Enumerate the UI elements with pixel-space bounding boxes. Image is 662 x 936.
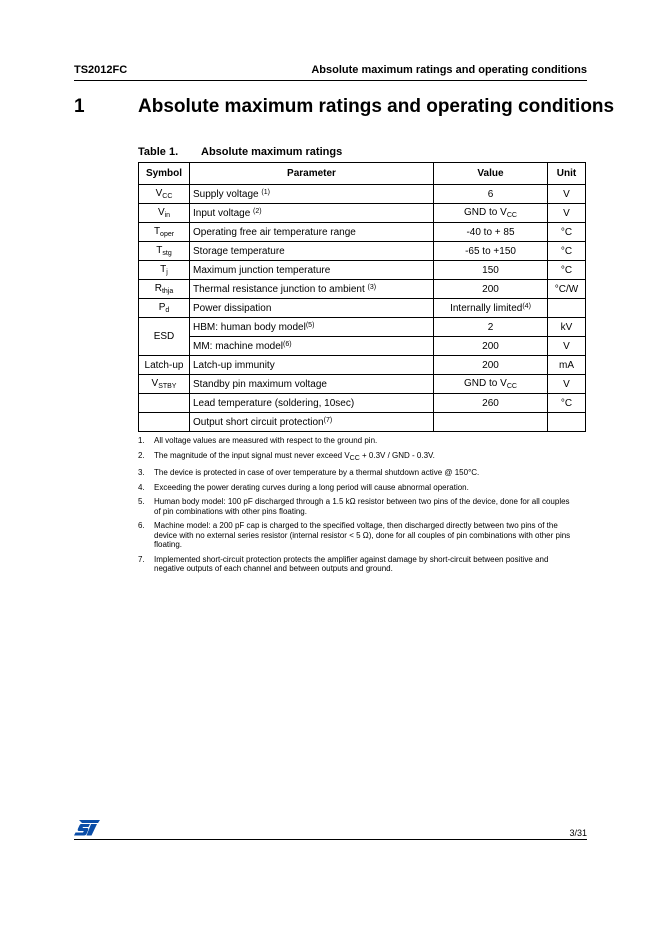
symbol-cell: $P_d$ <box>139 299 190 318</box>
symbol-cell: Latch-up <box>139 356 190 375</box>
value-cell: 200 <box>434 280 548 299</box>
header-title: Absolute maximum ratings and operating conditions <box>311 64 587 76</box>
parameter-cell: Thermal resistance junction to ambient $^{(3)}$ <box>190 280 434 299</box>
unit-cell <box>548 299 586 318</box>
header-rule <box>74 80 587 81</box>
table-caption <box>138 146 342 158</box>
table-notes <box>138 436 578 579</box>
unit-cell: V <box>548 337 586 356</box>
table-row <box>139 261 586 280</box>
note-item: 4. Exceeding the power derating curves during a long period will cause abnormal operation. <box>138 482 469 492</box>
table-row <box>139 337 586 356</box>
table-header-row <box>139 163 586 185</box>
footer-rule <box>74 839 587 840</box>
parameter-cell: MM: machine model$^{(6)}$ <box>190 337 434 356</box>
unit-cell: V <box>548 204 586 223</box>
table-caption-title: Absolute maximum ratings <box>201 146 343 158</box>
parameter-cell: HBM: human body model$^{(5)}$ <box>190 318 434 337</box>
symbol-cell: $T_{oper}$ <box>139 223 190 242</box>
symbol-cell <box>139 394 190 413</box>
symbol-cell: $V_{in}$ <box>139 204 190 223</box>
parameter-cell: Input voltage $^{(2)}$ <box>190 204 434 223</box>
parameter-cell: Latch-up immunity <box>190 356 434 375</box>
value-cell: GND to $V_{CC}$ <box>434 204 548 223</box>
symbol-cell: $T_{stg}$ <box>139 242 190 261</box>
parameter-cell: Storage temperature <box>190 242 434 261</box>
col-value: Value <box>434 163 548 185</box>
symbol-cell: $R_{thja}$ <box>139 280 190 299</box>
table-row <box>139 280 586 299</box>
table-row <box>139 242 586 261</box>
parameter-cell: Supply voltage $^{(1)}$ <box>190 185 434 204</box>
doc-id: TS2012FC <box>74 64 128 76</box>
value-cell: -40 to + 85 <box>434 223 548 242</box>
table-row <box>139 299 586 318</box>
table-row <box>139 356 586 375</box>
table-row <box>139 375 586 394</box>
value-cell: 2 <box>434 318 548 337</box>
parameter-cell: Operating free air temperature range <box>190 223 434 242</box>
table-row <box>139 318 586 337</box>
table-row <box>139 413 586 432</box>
parameter-cell: Maximum junction temperature <box>190 261 434 280</box>
ratings-table <box>138 162 586 432</box>
parameter-cell: Lead temperature (soldering, 10sec) <box>190 394 434 413</box>
unit-cell: °C <box>548 394 586 413</box>
col-parameter: Parameter <box>190 163 434 185</box>
unit-cell: °C <box>548 261 586 280</box>
unit-cell: mA <box>548 356 586 375</box>
value-cell: -65 to +150 <box>434 242 548 261</box>
unit-cell: °C/W <box>548 280 586 299</box>
symbol-cell: $V_{STBY}$ <box>139 375 190 394</box>
unit-cell: V <box>548 185 586 204</box>
parameter-cell: Standby pin maximum voltage <box>190 375 434 394</box>
table-caption-label: Table 1. <box>138 146 179 158</box>
note-item: 5. Human body model: 100 pF discharged through a 1.5 kΩ resistor between two pins of the device, done for all couples of pin combinations with other pins floating. <box>138 497 570 516</box>
value-cell: 6 <box>434 185 548 204</box>
note-item: 1. All voltage values are measured with respect to the ground pin. <box>138 436 378 445</box>
unit-cell <box>548 413 586 432</box>
table-row <box>139 223 586 242</box>
st-logo-icon <box>74 820 100 841</box>
col-unit: Unit <box>548 163 586 185</box>
parameter-cell: Output short circuit protection$^{(7)}$ <box>190 413 434 432</box>
section-number: 1 <box>74 96 85 117</box>
symbol-cell: $V_{CC}$ <box>139 185 190 204</box>
table-row <box>139 185 586 204</box>
parameter-cell: Power dissipation <box>190 299 434 318</box>
value-cell: GND to $V_{CC}$ <box>434 375 548 394</box>
value-cell: 200 <box>434 337 548 356</box>
note-item: 2. The magnitude of the input signal must never exceed $V_{CC} + 0.3V$ / GND - 0.3V. <box>138 450 435 462</box>
unit-cell: °C <box>548 223 586 242</box>
symbol-cell: $T_j$ <box>139 261 190 280</box>
section-title: Absolute maximum ratings and operating conditions <box>138 96 615 117</box>
table-row <box>139 204 586 223</box>
page-number: 3/31 <box>569 828 587 838</box>
note-item: 7. Implemented short-circuit protection protects the amplifier against damage by short-circuit between positive and negative outputs of each channel and between outputs and ground. <box>138 554 549 573</box>
value-cell: 150 <box>434 261 548 280</box>
note-item: 3. The device is protected in case of over temperature by a thermal shutdown active @ 150°C. <box>138 468 480 477</box>
col-symbol: Symbol <box>139 163 190 185</box>
unit-cell: V <box>548 375 586 394</box>
value-cell <box>434 413 548 432</box>
table-row <box>139 394 586 413</box>
note-item: 6. Machine model: a 200 pF cap is charged to the specified voltage, then discharged directly between two pins of the device with no external series resistor (internal resistor < 5 Ω), done for all couples of pin combinations with other pins floating. <box>138 521 571 549</box>
value-cell: Internally limited$^{(4)}$ <box>434 299 548 318</box>
unit-cell: kV <box>548 318 586 337</box>
symbol-cell <box>139 413 190 432</box>
value-cell: 200 <box>434 356 548 375</box>
unit-cell: °C <box>548 242 586 261</box>
value-cell: 260 <box>434 394 548 413</box>
symbol-cell: ESD <box>139 318 190 356</box>
